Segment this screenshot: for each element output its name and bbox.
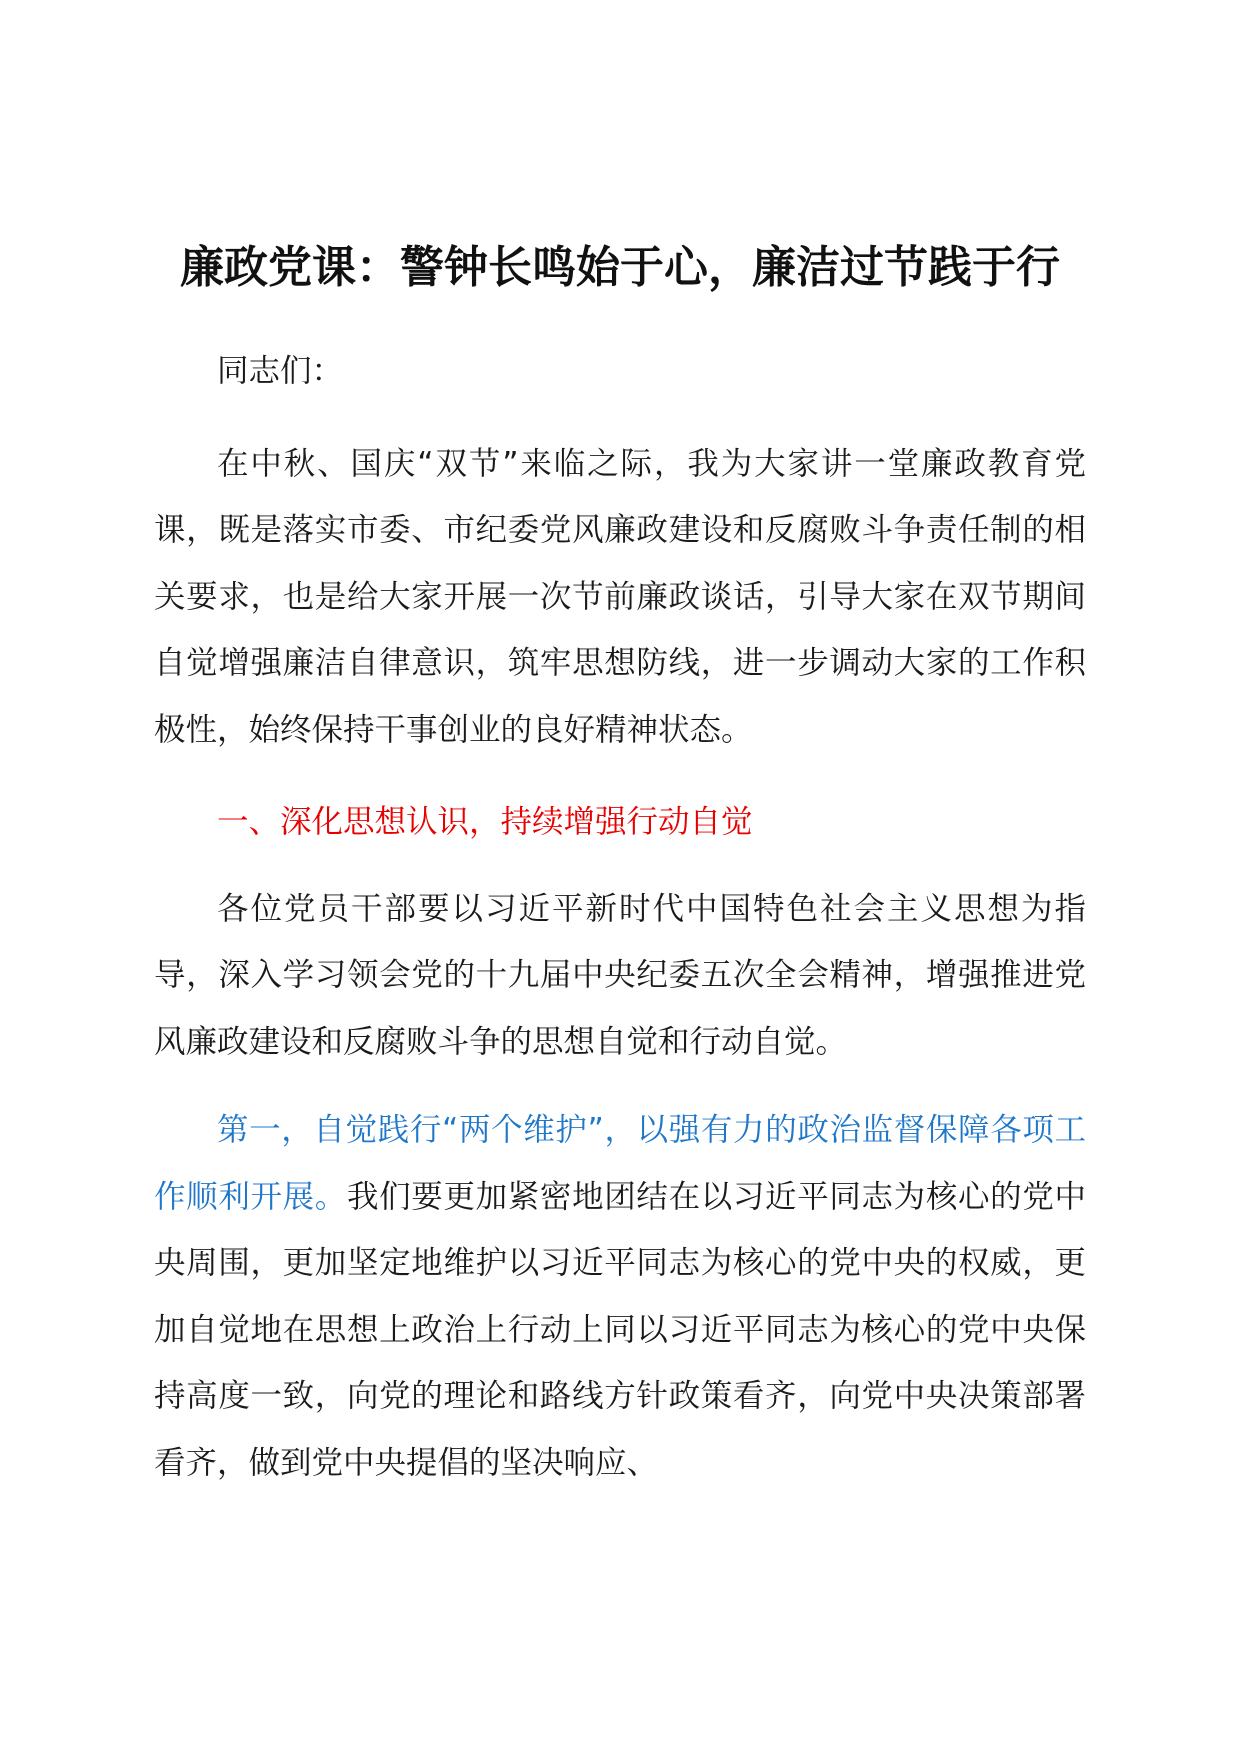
- document-title: 廉政党课：警钟长鸣始于心，廉洁过节践于行: [180, 242, 1060, 293]
- section-heading-1: 一、深化思想认识，持续增强行动自觉: [217, 804, 753, 840]
- point-1-paragraph: [154, 1097, 1086, 1496]
- point-1-lead: 第一，自觉践行“两个维护”，以强有力的政治监督保障各项工作顺利开展。: [154, 1112, 1086, 1215]
- intro-paragraph: 在中秋、国庆“双节”来临之际，我为大家讲一堂廉政教育党课，既是落实市委、市纪委党风廉政建设和反腐败斗争责任制的相关要求，也是给大家开展一次节前廉政谈话，引导大家在双节期间自觉增强廉洁自律意识，筑牢思想防线，进一步调动大家的工作积极性，始终保持干事创业的良好精神状态。: [154, 445, 1086, 748]
- greeting: 同志们：: [217, 353, 344, 389]
- document-body: [154, 338, 1086, 1516]
- section-1-paragraph: 各位党员干部要以习近平新时代中国特色社会主义思想为指导，深入学习领会党的十九届中央纪委五次全会精神，增强推进党风廉政建设和反腐败斗争的思想自觉和行动自觉。: [154, 890, 1086, 1060]
- point-1-body: 我们要更加紧密地团结在以习近平同志为核心的党中央周围，更加坚定地维护以习近平同志为核心的党中央的权威，更加自觉地在思想上政治上行动上同以习近平同志为核心的党中央保持高度一致，向党的理论和路线方针政策看齐，向党中央决策部署看齐，做到党中央提倡的坚决响应、: [154, 1178, 1086, 1481]
